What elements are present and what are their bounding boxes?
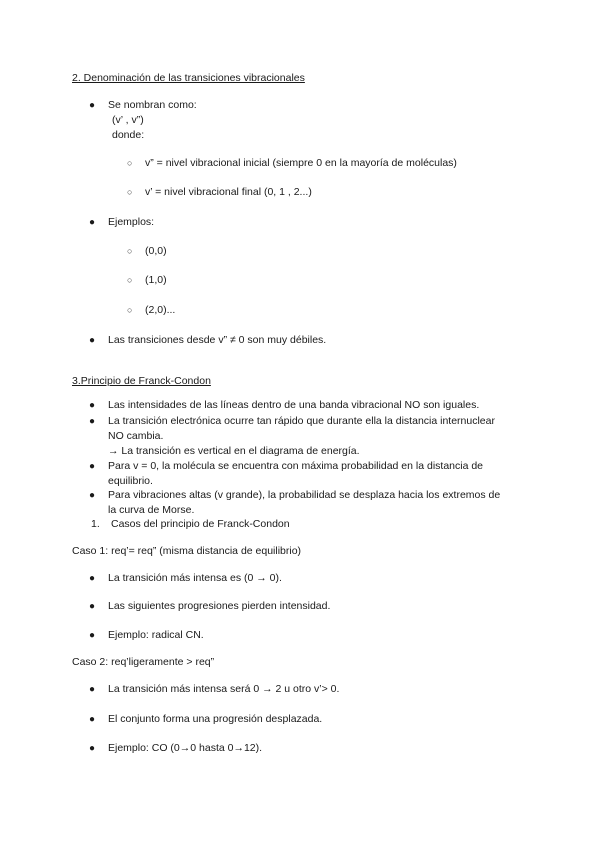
case1-bullet: Ejemplo: radical CN.: [108, 629, 204, 641]
principle-bullet-continuation: → La transición es vertical en el diagrama de energía.: [108, 445, 360, 457]
sub-bullet-icon: ○: [127, 246, 133, 256]
bullet-icon: ●: [89, 601, 96, 612]
sub-bullet-icon: ○: [127, 275, 133, 285]
naming-line-1: Se nombran como:: [108, 99, 197, 111]
principle-bullet: Las intensidades de las líneas dentro de una banda vibracional NO son iguales.: [108, 399, 480, 411]
case1-bullet: La transición más intensa es (0 → 0).: [108, 572, 282, 584]
example-item: (2,0)...: [145, 304, 176, 316]
examples-label: Ejemplos:: [108, 216, 155, 228]
bullet-icon: ●: [89, 217, 96, 228]
principle-bullet-continuation: NO cambia.: [108, 430, 164, 442]
section-heading-franck-condon: 3.Principio de Franck-Condon: [72, 375, 211, 387]
principle-bullet: Para vibraciones altas (v grande), la probabilidad se desplaza hacia los extremos de: [108, 489, 501, 501]
bullet-icon: ●: [89, 335, 96, 346]
case2-bullet: La transición más intensa será 0 → 2 u otro v’> 0.: [108, 683, 340, 695]
definition-item: v” = nivel vibracional inicial (siempre 0 en la mayoría de moléculas): [145, 157, 457, 169]
principle-bullet-continuation: equilibrio.: [108, 475, 153, 487]
sub-bullet-icon: ○: [127, 158, 133, 168]
principle-bullet: La transición electrónica ocurre tan rápido que durante ella la distancia internuclear: [108, 415, 495, 427]
example-item: (1,0): [145, 274, 167, 286]
naming-line-2: (v’ , v”): [112, 114, 144, 126]
bullet-icon: ●: [89, 714, 96, 725]
bullet-icon: ●: [89, 100, 96, 111]
bullet-icon: ●: [89, 573, 96, 584]
case2-bullet: Ejemplo: CO (0→0 hasta 0→12).: [108, 742, 263, 754]
sub-bullet-icon: ○: [127, 187, 133, 197]
case2-bullet: El conjunto forma una progresión desplazada.: [108, 713, 323, 725]
bullet-icon: ●: [89, 490, 96, 501]
sub-bullet-icon: ○: [127, 305, 133, 315]
principle-bullet-continuation: la curva de Morse.: [108, 504, 195, 516]
numbered-item: Casos del principio de Franck-Condon: [111, 518, 290, 530]
bullet-icon: ●: [89, 630, 96, 641]
naming-line-3: donde:: [112, 129, 145, 141]
bullet-icon: ●: [89, 684, 96, 695]
bullet-icon: ●: [89, 461, 96, 472]
bullet-icon: ●: [89, 743, 96, 754]
case2-title: Caso 2: req’ligeramente > req”: [72, 656, 215, 668]
numbered-marker: 1.: [91, 518, 100, 530]
principle-bullet: Para v = 0, la molécula se encuentra con máxima probabilidad en la distancia de: [108, 460, 484, 472]
bullet-icon: ●: [89, 400, 96, 411]
example-item: (0,0): [145, 245, 167, 257]
case1-title: Caso 1: req’= req” (misma distancia de equilibrio): [72, 545, 302, 557]
definition-item: v’ = nivel vibracional final (0, 1 , 2...): [145, 186, 312, 198]
weak-transitions-note: Las transiciones desde v” ≠ 0 son muy débiles.: [108, 334, 327, 346]
bullet-icon: ●: [89, 416, 96, 427]
case1-bullet: Las siguientes progresiones pierden intensidad.: [108, 600, 331, 612]
section-heading-denominacion: 2. Denominación de las transiciones vibracionales: [72, 72, 305, 84]
